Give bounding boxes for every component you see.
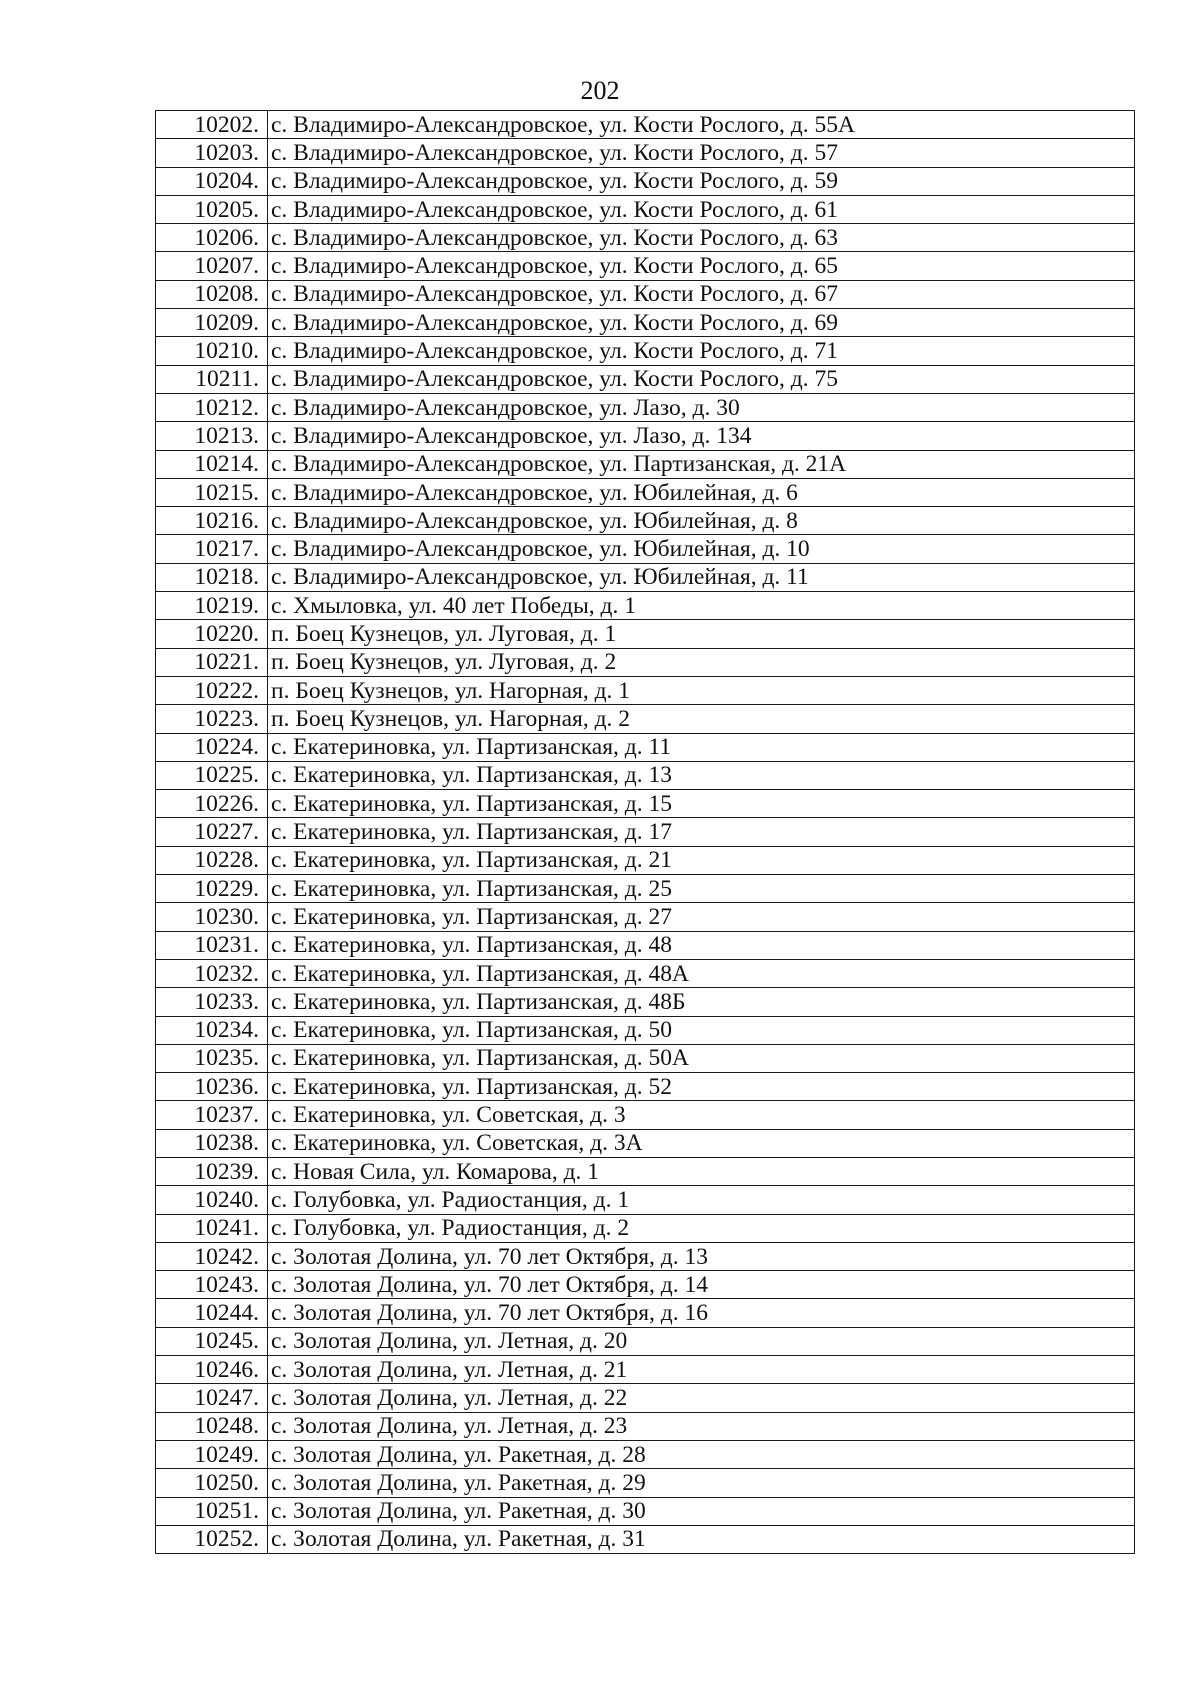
table-row (156, 1073, 1135, 1101)
table-row (156, 337, 1135, 365)
table-row (156, 1412, 1135, 1440)
row-number-cell: 10243. (156, 1271, 268, 1299)
row-number-cell: 10203. (156, 139, 268, 167)
table-row (156, 988, 1135, 1016)
address-cell: с. Владимиро-Александровское, ул. Юбилейная, д. 6 (268, 478, 1135, 506)
address-cell: с. Екатериновка, ул. Партизанская, д. 11 (268, 733, 1135, 761)
table-row (156, 846, 1135, 874)
table-row (156, 1157, 1135, 1185)
table-row (156, 1356, 1135, 1384)
table-row (156, 1525, 1135, 1553)
table-row (156, 790, 1135, 818)
address-cell: с. Владимиро-Александровское, ул. Кости Рослого, д. 71 (268, 337, 1135, 365)
table-row (156, 111, 1135, 139)
row-number-cell: 10209. (156, 309, 268, 337)
row-number-cell: 10248. (156, 1412, 268, 1440)
table-row (156, 818, 1135, 846)
address-cell: с. Екатериновка, ул. Партизанская, д. 52 (268, 1073, 1135, 1101)
address-cell: с. Владимиро-Александровское, ул. Кости Рослого, д. 67 (268, 280, 1135, 308)
table-row (156, 195, 1135, 223)
table-row (156, 1469, 1135, 1497)
address-cell: с. Екатериновка, ул. Партизанская, д. 48 (268, 931, 1135, 959)
table-row (156, 931, 1135, 959)
row-number-cell: 10223. (156, 705, 268, 733)
table-row (156, 875, 1135, 903)
address-cell: с. Владимиро-Александровское, ул. Кости Рослого, д. 65 (268, 252, 1135, 280)
row-number-cell: 10213. (156, 422, 268, 450)
address-cell: с. Екатериновка, ул. Партизанская, д. 21 (268, 846, 1135, 874)
address-cell: с. Владимиро-Александровское, ул. Лазо, д. 134 (268, 422, 1135, 450)
address-cell: с. Екатериновка, ул. Партизанская, д. 48А (268, 959, 1135, 987)
address-cell: с. Золотая Долина, ул. Летная, д. 22 (268, 1384, 1135, 1412)
address-cell: с. Владимиро-Александровское, ул. Юбилейная, д. 11 (268, 563, 1135, 591)
row-number-cell: 10252. (156, 1525, 268, 1553)
address-cell: с. Золотая Долина, ул. Летная, д. 23 (268, 1412, 1135, 1440)
row-number-cell: 10204. (156, 167, 268, 195)
address-cell: с. Владимиро-Александровское, ул. Кости Рослого, д. 59 (268, 167, 1135, 195)
address-cell: с. Екатериновка, ул. Партизанская, д. 50А (268, 1044, 1135, 1072)
table-row (156, 1327, 1135, 1355)
address-cell: п. Боец Кузнецов, ул. Луговая, д. 2 (268, 648, 1135, 676)
address-cell: с. Золотая Долина, ул. Ракетная, д. 31 (268, 1525, 1135, 1553)
table-row (156, 1214, 1135, 1242)
address-cell: с. Золотая Долина, ул. Ракетная, д. 28 (268, 1440, 1135, 1468)
table-row (156, 1299, 1135, 1327)
address-cell: п. Боец Кузнецов, ул. Луговая, д. 1 (268, 620, 1135, 648)
address-cell: с. Екатериновка, ул. Советская, д. 3 (268, 1101, 1135, 1129)
address-cell: с. Екатериновка, ул. Партизанская, д. 48Б (268, 988, 1135, 1016)
table-row (156, 450, 1135, 478)
address-cell: с. Золотая Долина, ул. Летная, д. 20 (268, 1327, 1135, 1355)
table-row (156, 592, 1135, 620)
address-cell: с. Золотая Долина, ул. 70 лет Октября, д. 14 (268, 1271, 1135, 1299)
address-cell: с. Золотая Долина, ул. Ракетная, д. 29 (268, 1469, 1135, 1497)
row-number-cell: 10244. (156, 1299, 268, 1327)
row-number-cell: 10226. (156, 790, 268, 818)
address-cell: с. Владимиро-Александровское, ул. Юбилейная, д. 8 (268, 507, 1135, 535)
address-table-body (156, 111, 1135, 1554)
row-number-cell: 10217. (156, 535, 268, 563)
table-row (156, 365, 1135, 393)
table-row (156, 1271, 1135, 1299)
row-number-cell: 10208. (156, 280, 268, 308)
row-number-cell: 10225. (156, 761, 268, 789)
table-row (156, 563, 1135, 591)
table-row (156, 1440, 1135, 1468)
address-cell: с. Владимиро-Александровское, ул. Партизанская, д. 21А (268, 450, 1135, 478)
table-row (156, 224, 1135, 252)
row-number-cell: 10227. (156, 818, 268, 846)
row-number-cell: 10214. (156, 450, 268, 478)
address-cell: с. Голубовка, ул. Радиостанция, д. 2 (268, 1214, 1135, 1242)
address-cell: с. Владимиро-Александровское, ул. Кости Рослого, д. 69 (268, 309, 1135, 337)
row-number-cell: 10210. (156, 337, 268, 365)
row-number-cell: 10229. (156, 875, 268, 903)
table-row (156, 252, 1135, 280)
row-number-cell: 10219. (156, 592, 268, 620)
row-number-cell: 10241. (156, 1214, 268, 1242)
table-row (156, 139, 1135, 167)
row-number-cell: 10220. (156, 620, 268, 648)
table-row (156, 733, 1135, 761)
row-number-cell: 10221. (156, 648, 268, 676)
row-number-cell: 10250. (156, 1469, 268, 1497)
address-table (155, 110, 1135, 1554)
table-row (156, 535, 1135, 563)
row-number-cell: 10206. (156, 224, 268, 252)
table-row (156, 1242, 1135, 1270)
table-row (156, 903, 1135, 931)
row-number-cell: 10215. (156, 478, 268, 506)
table-row (156, 393, 1135, 421)
address-cell: с. Владимиро-Александровское, ул. Кости Рослого, д. 55А (268, 111, 1135, 139)
table-row (156, 422, 1135, 450)
row-number-cell: 10234. (156, 1016, 268, 1044)
table-row (156, 705, 1135, 733)
row-number-cell: 10202. (156, 111, 268, 139)
row-number-cell: 10232. (156, 959, 268, 987)
table-row (156, 676, 1135, 704)
table-row (156, 507, 1135, 535)
row-number-cell: 10235. (156, 1044, 268, 1072)
table-row (156, 1129, 1135, 1157)
address-cell: с. Екатериновка, ул. Партизанская, д. 13 (268, 761, 1135, 789)
row-number-cell: 10218. (156, 563, 268, 591)
table-row (156, 620, 1135, 648)
table-row (156, 959, 1135, 987)
table-row (156, 761, 1135, 789)
address-cell: п. Боец Кузнецов, ул. Нагорная, д. 2 (268, 705, 1135, 733)
row-number-cell: 10245. (156, 1327, 268, 1355)
row-number-cell: 10236. (156, 1073, 268, 1101)
row-number-cell: 10249. (156, 1440, 268, 1468)
row-number-cell: 10222. (156, 676, 268, 704)
row-number-cell: 10207. (156, 252, 268, 280)
table-row (156, 1101, 1135, 1129)
address-cell: с. Новая Сила, ул. Комарова, д. 1 (268, 1157, 1135, 1185)
row-number-cell: 10212. (156, 393, 268, 421)
table-row (156, 1016, 1135, 1044)
address-cell: с. Золотая Долина, ул. 70 лет Октября, д. 16 (268, 1299, 1135, 1327)
row-number-cell: 10251. (156, 1497, 268, 1525)
row-number-cell: 10205. (156, 195, 268, 223)
row-number-cell: 10239. (156, 1157, 268, 1185)
address-cell: с. Екатериновка, ул. Партизанская, д. 17 (268, 818, 1135, 846)
row-number-cell: 10231. (156, 931, 268, 959)
address-cell: с. Екатериновка, ул. Партизанская, д. 15 (268, 790, 1135, 818)
table-row (156, 309, 1135, 337)
address-cell: с. Золотая Долина, ул. Ракетная, д. 30 (268, 1497, 1135, 1525)
row-number-cell: 10211. (156, 365, 268, 393)
address-cell: с. Владимиро-Александровское, ул. Кости Рослого, д. 57 (268, 139, 1135, 167)
address-cell: с. Екатериновка, ул. Партизанская, д. 25 (268, 875, 1135, 903)
page-number: 202 (580, 76, 620, 105)
table-row (156, 648, 1135, 676)
table-row (156, 1384, 1135, 1412)
address-cell: с. Владимиро-Александровское, ул. Кости Рослого, д. 61 (268, 195, 1135, 223)
row-number-cell: 10238. (156, 1129, 268, 1157)
row-number-cell: 10240. (156, 1186, 268, 1214)
row-number-cell: 10242. (156, 1242, 268, 1270)
row-number-cell: 10246. (156, 1356, 268, 1384)
address-cell: с. Владимиро-Александровское, ул. Кости Рослого, д. 63 (268, 224, 1135, 252)
address-cell: с. Голубовка, ул. Радиостанция, д. 1 (268, 1186, 1135, 1214)
row-number-cell: 10237. (156, 1101, 268, 1129)
row-number-cell: 10247. (156, 1384, 268, 1412)
address-cell: с. Хмыловка, ул. 40 лет Победы, д. 1 (268, 592, 1135, 620)
row-number-cell: 10216. (156, 507, 268, 535)
table-row (156, 1044, 1135, 1072)
row-number-cell: 10228. (156, 846, 268, 874)
address-cell: с. Владимиро-Александровское, ул. Кости Рослого, д. 75 (268, 365, 1135, 393)
address-cell: с. Екатериновка, ул. Партизанская, д. 27 (268, 903, 1135, 931)
table-row (156, 478, 1135, 506)
address-cell: с. Екатериновка, ул. Советская, д. 3А (268, 1129, 1135, 1157)
address-cell: с. Екатериновка, ул. Партизанская, д. 50 (268, 1016, 1135, 1044)
table-row (156, 167, 1135, 195)
address-cell: п. Боец Кузнецов, ул. Нагорная, д. 1 (268, 676, 1135, 704)
address-cell: с. Золотая Долина, ул. Летная, д. 21 (268, 1356, 1135, 1384)
row-number-cell: 10233. (156, 988, 268, 1016)
address-cell: с. Владимиро-Александровское, ул. Лазо, д. 30 (268, 393, 1135, 421)
table-row (156, 1186, 1135, 1214)
table-row (156, 1497, 1135, 1525)
row-number-cell: 10230. (156, 903, 268, 931)
address-cell: с. Владимиро-Александровское, ул. Юбилейная, д. 10 (268, 535, 1135, 563)
row-number-cell: 10224. (156, 733, 268, 761)
address-cell: с. Золотая Долина, ул. 70 лет Октября, д. 13 (268, 1242, 1135, 1270)
table-row (156, 280, 1135, 308)
